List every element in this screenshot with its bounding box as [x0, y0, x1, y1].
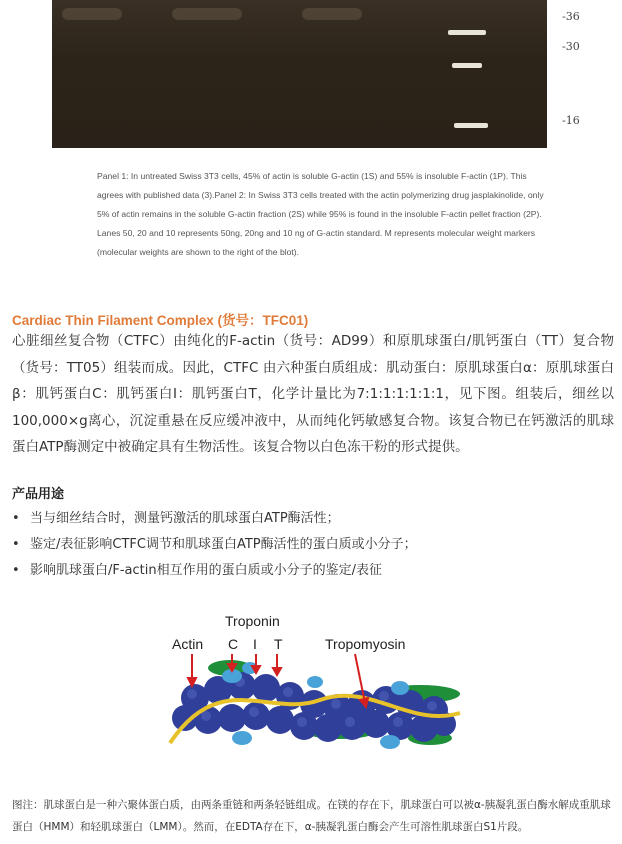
mw-label-36: -36 — [562, 10, 580, 23]
uses-heading: 产品用途 — [12, 487, 65, 502]
list-item: • 当与细丝结合时，测量钙激活的肌球蛋白ATP酶活性； — [12, 511, 340, 526]
uses-list — [12, 506, 612, 584]
marker-band — [454, 123, 488, 128]
mw-label-16: -16 — [562, 114, 580, 127]
list-item: • 影响肌球蛋白/F-actin相互作用的蛋白质或小分子的鉴定/表征 — [12, 563, 382, 578]
troponin-t-label: T — [274, 636, 283, 652]
section-title: Cardiac Thin Filament Complex (货号：TFC01) — [12, 313, 309, 328]
blot-lane — [302, 8, 362, 20]
marker-band — [448, 30, 486, 35]
section-body: 心脏细丝复合物（CTFC）由纯化的F-actin（货号：AD99）和原肌球蛋白/肌钙蛋白（TT）复合物（货号：TT05）组装而成。因此，CTFC 由六种蛋白质组成：肌动蛋白：原肌球蛋白α：原肌球蛋白β：肌钙蛋白C：肌钙蛋白I：肌钙蛋白T，化学计量比为7:1:1:1:1:1:1，见下图。组装后，细丝以100,000×g离心，沉淀重悬在反应缓冲液中，从而纯化钙敏感复合物。该复合物已在钙激活的肌球蛋白ATP酶测定中被确定具有生物活性。该复合物以白色冻干粉的形式提供。 — [12, 333, 614, 455]
troponin-c-label: C — [228, 636, 239, 652]
blot-lane — [172, 8, 242, 20]
tropomyosin-label: Tropomyosin — [325, 636, 406, 652]
troponin-label: Troponin — [225, 613, 280, 629]
troponin-i-label: I — [253, 636, 257, 652]
actin-label: Actin — [172, 636, 204, 652]
blot-lane — [62, 8, 122, 20]
list-item: • 鉴定/表征影响CTFC调节和肌球蛋白ATP酶活性的蛋白质或小分子； — [12, 537, 417, 552]
figure-note: 图注：肌球蛋白是一种六聚体蛋白质，由两条重链和两条轻链组成。在镁的存在下，肌球蛋白可以被α-胰凝乳蛋白酶水解成重肌球蛋白（HMM）和轻肌球蛋白（LMM）。然而，在EDTA存在下，α-胰凝乳蛋白酶会产生可溶性肌球蛋白S1片段。 — [12, 799, 611, 833]
marker-band — [452, 63, 482, 68]
mw-label-30: -30 — [562, 40, 580, 53]
blot-caption: Panel 1: In untreated Swiss 3T3 cells, 45% of actin is soluble G-actin (1S) and 55% is insoluble F-actin (1P). This agrees with published data (3).Panel 2: In Swiss 3T3 cells treated with the actin polymerizing drug jasplakinolide, only 5% of actin remains in the soluble G-actin fraction (2S) while 95% is found in the insoluble F-actin pellet fraction (2P). Lanes 50, 20 and 10 represents 50ng, 20ng and 10 ng of G-actin standard. M represents molecular weight markers (molecular weights are shown to the right of the blot). — [97, 171, 544, 257]
western-blot-image — [52, 0, 547, 148]
thin-filament-diagram — [160, 608, 470, 778]
